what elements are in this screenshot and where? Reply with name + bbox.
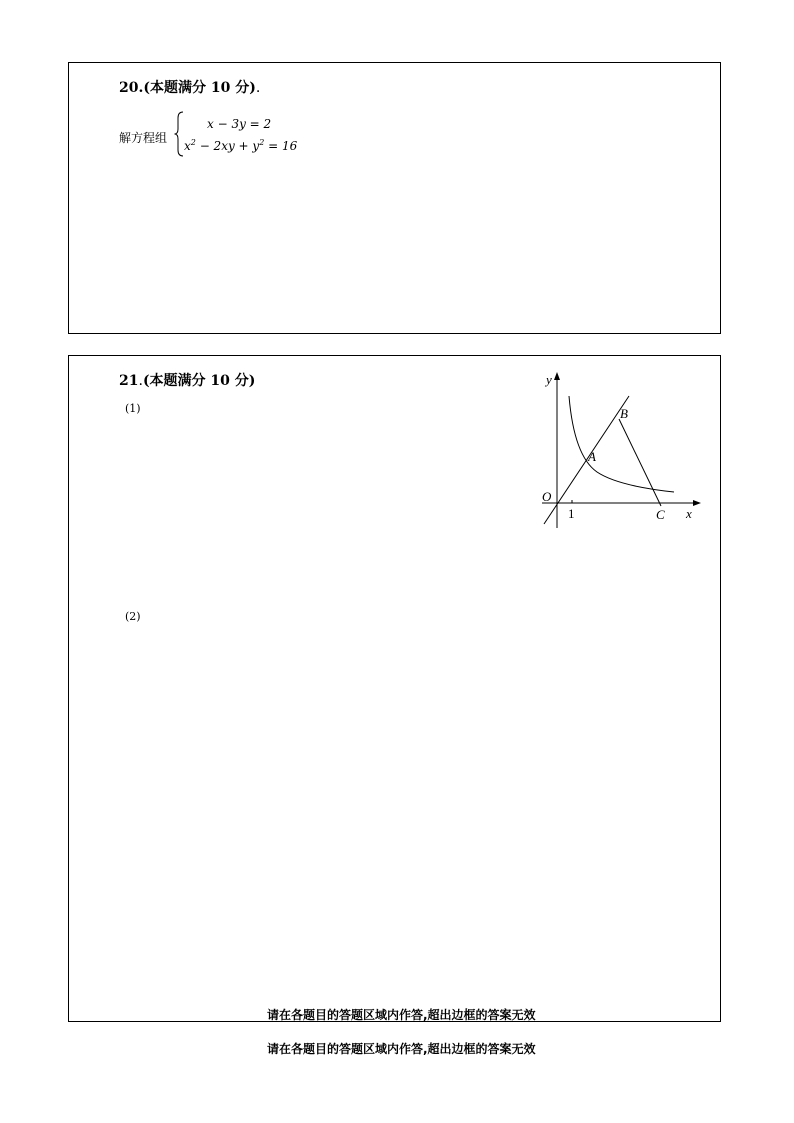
point-a-label: A xyxy=(588,449,596,464)
origin-label: O xyxy=(542,489,552,504)
q20-title-trail: . xyxy=(255,80,261,96)
q21-number: 21 xyxy=(119,373,139,389)
q21-score-note: (本题满分 10 分) xyxy=(142,373,256,389)
notice-inside-box: 请在各题目的答题区域内作答,超出边框的答案无效 xyxy=(267,1008,536,1022)
notice-outside-box: 请在各题目的答题区域内作答,超出边框的答案无效 xyxy=(267,1042,536,1056)
tick-label-1: 1 xyxy=(568,506,575,521)
point-c-label: C xyxy=(656,507,665,522)
point-b-label: B xyxy=(620,406,628,421)
y-axis-label: y xyxy=(546,372,552,387)
q21-title-sep: . xyxy=(138,373,143,389)
q21-title xyxy=(119,370,255,390)
equation-2: $x^2 - 2xy + y^2 = 16$ xyxy=(184,138,298,153)
q21-part-1-label: (1) xyxy=(125,402,141,415)
q20-title xyxy=(119,77,260,97)
q21-part-2-label: (2) xyxy=(125,610,141,623)
q20-number: 20. xyxy=(119,80,144,96)
segment-bc xyxy=(619,419,661,506)
system-brace-icon xyxy=(174,111,184,157)
y-axis-arrow-icon xyxy=(554,372,560,380)
x-axis-arrow-icon xyxy=(693,500,701,506)
equation-1: x − 3y = 2 xyxy=(207,117,272,131)
x-axis-label: x xyxy=(686,506,692,521)
q20-prompt: 解方程组 xyxy=(119,131,168,145)
answer-box-q20 xyxy=(68,62,721,334)
q21-figure xyxy=(532,366,702,530)
q20-score-note: (本题满分 10 分) xyxy=(143,80,256,96)
